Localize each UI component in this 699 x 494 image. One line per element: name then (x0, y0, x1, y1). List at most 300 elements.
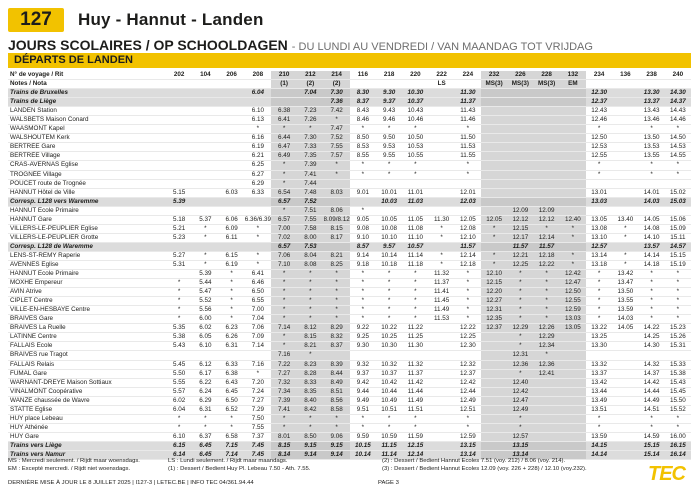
departure-time (481, 405, 507, 414)
departure-time: 6.21 (245, 152, 271, 161)
departure-time: 10.44 (376, 387, 402, 396)
departure-time: * (402, 161, 428, 170)
stop-name: HUY Athénée (8, 423, 166, 432)
departure-time: 13.32 (586, 360, 612, 369)
departure-time: 5.37 (192, 215, 218, 224)
departure-time (612, 351, 638, 360)
route-title: Huy - Hannut - Landen (78, 10, 264, 29)
departure-time: 12.12 (534, 215, 560, 224)
departure-time: * (350, 206, 376, 215)
departure-time: 12.50 (560, 288, 586, 297)
departure-time (612, 143, 638, 152)
departure-time: 5.50 (166, 369, 192, 378)
departure-time: 6.04 (245, 89, 271, 98)
departure-time: 11.32 (402, 360, 428, 369)
departure-time (376, 179, 402, 188)
schedule-subheader (8, 37, 593, 53)
departure-time (612, 432, 638, 441)
departure-time: 14.43 (665, 107, 691, 116)
departure-time: 8.49 (324, 378, 350, 387)
notes-label: Notes / Nota (8, 80, 166, 89)
departure-time (402, 179, 428, 188)
departure-time (350, 351, 376, 360)
departure-time: * (586, 170, 612, 179)
trip-note (166, 80, 192, 89)
departure-time: 12.41 (534, 369, 560, 378)
departure-time: 5.47 (192, 288, 218, 297)
departure-time: 14.03 (612, 315, 638, 324)
departure-time: * (560, 260, 586, 269)
departure-time (534, 125, 560, 134)
departure-time (560, 423, 586, 432)
trip-number: 224 (455, 71, 481, 80)
departure-time: 13.14 (455, 450, 481, 459)
departure-time (534, 423, 560, 432)
departure-time: 10.05 (376, 215, 402, 224)
stop-name: AVIN Atrive (8, 288, 166, 297)
departure-time: 14.05 (639, 215, 665, 224)
departure-time: 10.46 (402, 116, 428, 125)
departure-time (192, 107, 218, 116)
departure-time: * (192, 233, 218, 242)
departure-time: 13.30 (639, 89, 665, 98)
departure-time (166, 134, 192, 143)
departure-time: 5.43 (166, 342, 192, 351)
trip-number: 214 (324, 71, 350, 80)
departure-time: * (324, 423, 350, 432)
departure-time: * (560, 233, 586, 242)
departure-time: 12.31 (507, 351, 533, 360)
departure-time: 14.01 (639, 188, 665, 197)
departure-time: * (402, 315, 428, 324)
departure-time: 8.15 (271, 441, 297, 450)
departure-time: * (297, 288, 323, 297)
departure-time: 6.29 (192, 396, 218, 405)
departure-time: 10.25 (376, 333, 402, 342)
departure-time: * (297, 414, 323, 423)
departure-time: 8.44 (324, 369, 350, 378)
stop-name: FUMAL Gare (8, 369, 166, 378)
departure-time: * (507, 288, 533, 297)
departure-time: * (455, 170, 481, 179)
departure-time: 11.22 (402, 324, 428, 333)
departure-time (166, 107, 192, 116)
departure-time (481, 441, 507, 450)
trip-number: 218 (376, 71, 402, 80)
departure-time: 14.15 (586, 441, 612, 450)
departure-time: 11.37 (455, 98, 481, 107)
stop-name: FALLAIS Ecole (8, 342, 166, 351)
departure-time: 10.57 (402, 242, 428, 251)
stop-row (8, 396, 691, 405)
departure-time: 5.15 (166, 188, 192, 197)
departure-time: 5.57 (166, 387, 192, 396)
departure-time (402, 206, 428, 215)
departure-time (612, 170, 638, 179)
departure-time: 6.52 (219, 405, 245, 414)
departure-time: 12.51 (455, 405, 481, 414)
departure-time (560, 342, 586, 351)
stop-row (8, 315, 691, 324)
departure-time (166, 98, 192, 107)
departure-time (586, 351, 612, 360)
departure-time (534, 414, 560, 423)
departure-time: 10.32 (376, 360, 402, 369)
departure-time (534, 179, 560, 188)
departure-time (612, 333, 638, 342)
departure-time (429, 378, 455, 387)
departure-time: * (639, 125, 665, 134)
departure-time: 11.08 (402, 224, 428, 233)
departure-time: 7.16 (245, 360, 271, 369)
departure-time: 11.53 (429, 315, 455, 324)
stop-row (8, 134, 691, 143)
departure-time (429, 98, 455, 107)
departure-time: 9.14 (324, 450, 350, 459)
departure-time (481, 98, 507, 107)
departure-time: 15.11 (665, 233, 691, 242)
departure-time: * (376, 170, 402, 179)
departure-time: 12.55 (560, 297, 586, 306)
departure-time: 15.06 (665, 215, 691, 224)
departure-time: * (534, 351, 560, 360)
departure-time: 7.24 (245, 387, 271, 396)
departure-time: 12.30 (455, 342, 481, 351)
departure-time: 8.17 (324, 233, 350, 242)
departure-time (481, 342, 507, 351)
stop-name: HANNUT Ecole Primaire (8, 270, 166, 279)
departure-time: * (297, 306, 323, 315)
departure-time: * (271, 315, 297, 324)
departure-time (192, 188, 218, 197)
departure-time: 7.39 (297, 161, 323, 170)
section-title: DÉPARTS DE LANDEN (8, 53, 691, 68)
departure-time: 7.27 (271, 369, 297, 378)
departure-time: 11.30 (402, 342, 428, 351)
departure-time: 6.26 (219, 333, 245, 342)
departure-time (560, 441, 586, 450)
departure-time: 5.23 (166, 233, 192, 242)
departure-time (560, 414, 586, 423)
departure-time: 7.30 (324, 89, 350, 98)
departure-time (507, 179, 533, 188)
trip-number: 240 (665, 71, 691, 80)
departure-time: 6.23 (219, 324, 245, 333)
departure-time: 13.43 (639, 107, 665, 116)
departure-time: * (350, 125, 376, 134)
departure-time: 6.46 (245, 279, 271, 288)
departure-time: * (245, 260, 271, 269)
departure-time: 9.44 (350, 387, 376, 396)
departure-time (192, 242, 218, 251)
trip-note: MS(3) (534, 80, 560, 89)
departure-time: 7.26 (297, 116, 323, 125)
departure-time (429, 206, 455, 215)
departure-time (507, 170, 533, 179)
trip-number: 220 (402, 71, 428, 80)
departure-time: 12.08 (455, 224, 481, 233)
departure-time: 12.42 (455, 378, 481, 387)
departure-time: * (376, 297, 402, 306)
departure-time: 11.51 (402, 405, 428, 414)
departure-time: * (534, 297, 560, 306)
departure-time: * (534, 279, 560, 288)
departure-time (612, 342, 638, 351)
departure-time: * (534, 306, 560, 315)
departure-time: 6.50 (245, 288, 271, 297)
departure-time: 5.39 (192, 270, 218, 279)
departure-time: 8.37 (324, 342, 350, 351)
departure-time: * (219, 279, 245, 288)
departure-time (560, 351, 586, 360)
trip-number: 238 (639, 71, 665, 80)
departure-time (639, 206, 665, 215)
departure-time: 14.30 (639, 342, 665, 351)
stop-name: BRAIVES Gare (8, 315, 166, 324)
departure-time: * (586, 423, 612, 432)
departure-time: 14.22 (639, 324, 665, 333)
departure-time: 11.44 (402, 387, 428, 396)
departure-time: 7.41 (271, 405, 297, 414)
departure-time (429, 351, 455, 360)
departure-time (324, 197, 350, 206)
departure-time (481, 125, 507, 134)
departure-time: 14.25 (639, 333, 665, 342)
departure-time: 10.30 (376, 342, 402, 351)
departure-time: 11.32 (429, 270, 455, 279)
departure-time: * (586, 279, 612, 288)
departure-time: 14.37 (639, 369, 665, 378)
departure-time: * (324, 279, 350, 288)
departure-time: 10.55 (402, 152, 428, 161)
departure-time: 7.02 (271, 233, 297, 242)
departure-time: 6.31 (192, 405, 218, 414)
departure-time: 9.15 (297, 441, 323, 450)
departure-time: 11.49 (429, 306, 455, 315)
stop-row (8, 369, 691, 378)
stop-row (8, 387, 691, 396)
departure-time: * (507, 414, 533, 423)
departure-time: * (455, 288, 481, 297)
trip-number: 206 (219, 71, 245, 80)
departure-time (612, 405, 638, 414)
departure-time: 8.30 (350, 89, 376, 98)
departure-time: 12.15 (507, 224, 533, 233)
departure-time: * (271, 179, 297, 188)
departure-time: * (297, 351, 323, 360)
departure-time (219, 179, 245, 188)
departure-time: * (665, 297, 691, 306)
departure-time (507, 197, 533, 206)
departure-time: 6.09 (219, 224, 245, 233)
departure-time (612, 197, 638, 206)
departure-time (560, 161, 586, 170)
departure-time (560, 152, 586, 161)
departure-time (560, 188, 586, 197)
stop-row (8, 333, 691, 342)
departure-time (534, 134, 560, 143)
departure-time: 10.10 (376, 233, 402, 242)
stop-name: AVENNES Eglise (8, 260, 166, 269)
departure-time: 11.57 (455, 242, 481, 251)
departure-time (560, 206, 586, 215)
departure-time: 9.51 (350, 405, 376, 414)
departure-time: 12.47 (507, 396, 533, 405)
stop-name: HUY Gare (8, 432, 166, 441)
departure-time (429, 324, 455, 333)
departure-time: 9.08 (350, 224, 376, 233)
departure-time: 12.29 (534, 333, 560, 342)
departure-time: 11.42 (402, 378, 428, 387)
departure-time: 7.51 (297, 206, 323, 215)
stop-row (8, 170, 691, 179)
departure-time: 9.49 (350, 396, 376, 405)
departure-time (481, 423, 507, 432)
departure-time: 12.44 (455, 387, 481, 396)
departure-time: * (665, 279, 691, 288)
trip-number: 104 (192, 71, 218, 80)
departure-time (192, 143, 218, 152)
departure-time (612, 387, 638, 396)
departure-time (586, 206, 612, 215)
departure-time (560, 405, 586, 414)
stop-name: VINALMONT Coopérative (8, 387, 166, 396)
stop-row (8, 260, 691, 269)
departure-time (166, 143, 192, 152)
departure-time: 13.15 (455, 441, 481, 450)
departure-time: 9.25 (350, 333, 376, 342)
departure-time (560, 378, 586, 387)
departure-time: 8.25 (324, 260, 350, 269)
departure-time: 10.14 (350, 450, 376, 459)
departure-time: * (219, 288, 245, 297)
departure-time (429, 342, 455, 351)
departure-time (534, 197, 560, 206)
departure-time: 10.03 (376, 197, 402, 206)
departure-time (481, 242, 507, 251)
departure-time: * (376, 423, 402, 432)
departure-time: 6.47 (271, 143, 297, 152)
departure-time: * (560, 224, 586, 233)
departure-time: * (271, 270, 297, 279)
departure-time: 14.10 (639, 233, 665, 242)
trip-number-row (8, 71, 691, 80)
departure-time: 14.53 (665, 143, 691, 152)
trip-note (219, 80, 245, 89)
departure-time: 7.35 (297, 152, 323, 161)
stop-name: Corresp. L128 de Waremme (8, 242, 166, 251)
departure-time (612, 125, 638, 134)
departure-time: 6.57 (271, 242, 297, 251)
departure-time (245, 98, 271, 107)
departure-time: 6.17 (192, 369, 218, 378)
connection-row (8, 242, 691, 251)
departure-time: 7.34 (271, 387, 297, 396)
departure-time: * (639, 297, 665, 306)
departure-time: 12.59 (455, 432, 481, 441)
departure-time: * (271, 125, 297, 134)
departure-time: 13.25 (586, 333, 612, 342)
trip-note: (2) (297, 80, 323, 89)
departure-time: * (324, 288, 350, 297)
departure-time: 7.10 (271, 260, 297, 269)
departure-time: * (297, 125, 323, 134)
departure-time: * (324, 116, 350, 125)
departure-time: 13.47 (612, 279, 638, 288)
departure-time: 7.06 (245, 324, 271, 333)
departure-time: 11.30 (455, 89, 481, 98)
stop-row (8, 206, 691, 215)
departure-time (481, 161, 507, 170)
departure-time (560, 170, 586, 179)
departure-time: 9.22 (350, 324, 376, 333)
departure-time (560, 143, 586, 152)
departure-time: 6.15 (166, 441, 192, 450)
departure-time: * (586, 161, 612, 170)
departure-time: * (586, 270, 612, 279)
stop-name: Trains vers Namur (8, 450, 166, 459)
departure-time (612, 116, 638, 125)
departure-time: 6.49 (271, 152, 297, 161)
departure-time (324, 351, 350, 360)
departure-time (560, 432, 586, 441)
departure-time: 12.40 (507, 378, 533, 387)
stop-name: TROGNÉE Village (8, 170, 166, 179)
departure-time (560, 242, 586, 251)
departure-time: 8.39 (324, 360, 350, 369)
stop-name: WARNANT-DREYE Maison Sottiaux (8, 378, 166, 387)
departure-time (534, 107, 560, 116)
departure-time: * (166, 414, 192, 423)
departure-time (350, 197, 376, 206)
stop-name: LANDEN Station (8, 107, 166, 116)
departure-time (507, 143, 533, 152)
departure-time: 15.23 (665, 324, 691, 333)
departure-time: 13.40 (612, 215, 638, 224)
departure-time: 12.26 (534, 324, 560, 333)
departure-time (560, 396, 586, 405)
departure-time: 11.49 (402, 396, 428, 405)
departure-time: 7.58 (297, 224, 323, 233)
trip-number: 226 (507, 71, 533, 80)
stop-row (8, 215, 691, 224)
departure-time: 12.29 (507, 324, 533, 333)
departure-time: 14.30 (665, 89, 691, 98)
departure-time: * (166, 297, 192, 306)
stop-name: VILLERS-LE-PEUPLIER Grotte (8, 233, 166, 242)
departure-time: 8.01 (271, 432, 297, 441)
departure-time: 5.21 (166, 224, 192, 233)
departure-time: * (166, 315, 192, 324)
departure-time: 7.06 (271, 251, 297, 260)
departure-time: * (455, 297, 481, 306)
departure-time (612, 242, 638, 251)
departure-time (192, 206, 218, 215)
departure-time: 12.18 (455, 260, 481, 269)
departure-time: 14.55 (665, 152, 691, 161)
departure-time: * (376, 279, 402, 288)
departure-time: 8.04 (297, 251, 323, 260)
departure-time (192, 179, 218, 188)
departure-time (219, 107, 245, 116)
departure-time: 6.55 (245, 297, 271, 306)
stop-name: Corresp. L128 vers Waremme (8, 197, 166, 206)
departure-time: 9.05 (350, 215, 376, 224)
departure-time (534, 98, 560, 107)
departure-time: * (665, 423, 691, 432)
departure-time: 9.37 (376, 98, 402, 107)
departure-time: 12.36 (507, 360, 533, 369)
